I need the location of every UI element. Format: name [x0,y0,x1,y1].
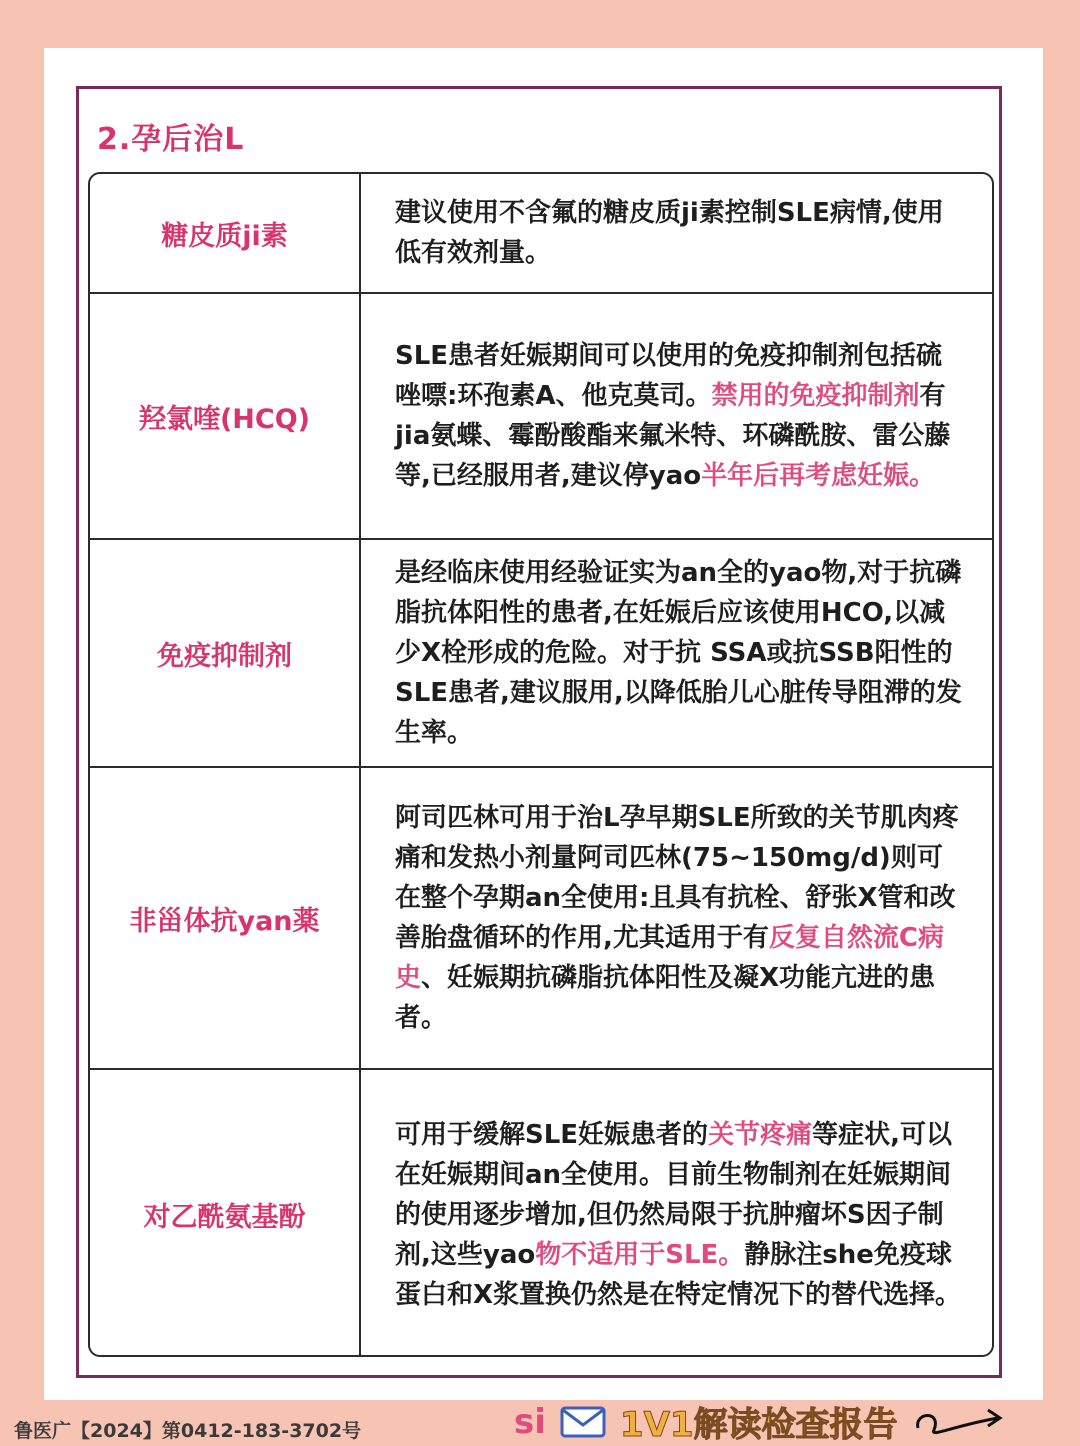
drug-description [361,174,992,292]
highlighted-text: 禁用的免疫抑制剂 [711,381,920,411]
drug-label: 免疫抑制剂 [90,540,361,766]
description-text: 有jia氨蝶、霉酚酸酯来氟米特、环磷酰胺、雷公藤等,已经服用者,建议停yao [395,381,951,491]
drug-label: 羟氯喹(HCQ) [90,294,361,538]
description-text: 是经临床使用经验证实为an全的yao物,对于抗磷脂抗体阳性的患者,在妊娠后应该使用HCO,以减少X栓形成的危险。对于抗 SSA或抗SSB阳性的SLE患者,建议服用,以降低胎儿心脏传导阻滞的发生率。 [395,558,962,748]
table-row [90,768,992,1070]
drug-description [361,540,992,766]
si-text: si [514,1401,546,1442]
drug-label: 非甾体抗yan薬 [90,768,361,1068]
drug-label: 糖皮质ji素 [90,174,361,292]
license-number: 鲁医广【2024】第0412-183-3702号 [14,1420,362,1442]
drug-label: 对乙酰氨基酚 [90,1070,361,1357]
drug-description [361,1070,992,1357]
description-text: 、妊娠期抗磷脂抗体阳性及凝X功能亢进的患者。 [395,963,936,1033]
consult-banner[interactable] [514,1400,1054,1443]
medication-table [88,172,994,1357]
description-text: 阿司匹林可用于治L孕早期SLE所致的关节肌肉疼痛和发热小剂量阿司匹林(75~150mg/d)则可在整个孕期an全使用:且具有抗栓、舒张X管和改善胎盘循环的作用,尤其适用于有 [395,803,959,953]
mail-icon [560,1406,606,1438]
drug-description [361,768,992,1068]
description-text: 建议使用不含氟的糖皮质ji素控制SLE病情,使用低有效剂量。 [395,198,944,268]
description-text: 可用于缓解SLE妊娠患者的 [395,1119,709,1150]
description-text: SLE患者妊娠期间可以使用的免疫抑制剂包括硫唑嘌:环孢素A、他克莫司。 [395,341,943,411]
highlighted-text: 反复自然流C病史 [395,923,944,993]
section-title: 2.孕后治L [97,122,245,157]
table-row [90,1070,992,1357]
description-text: 静脉注she免疫球蛋白和X浆置换仍然是在特定情况下的替代选择。 [395,1239,962,1310]
description-text: 等症状,可以在妊娠期间an全使用。目前生物制剂在妊娠期间的使用逐步增加,但仍然局限于抗肿瘤坏S因子制剂,这些yao [395,1119,952,1270]
highlighted-text: 物不适用于SLE。 [535,1239,745,1270]
drug-description [361,294,992,538]
consult-cta[interactable]: 1V1解读检查报告 [619,1405,898,1445]
highlighted-text: 半年后再考虑妊娠。 [701,461,936,491]
table-row [90,174,992,294]
table-row [90,294,992,540]
arrow-right-icon [912,1402,1008,1442]
highlighted-text: 关节疼痛 [708,1119,813,1150]
table-row [90,540,992,768]
